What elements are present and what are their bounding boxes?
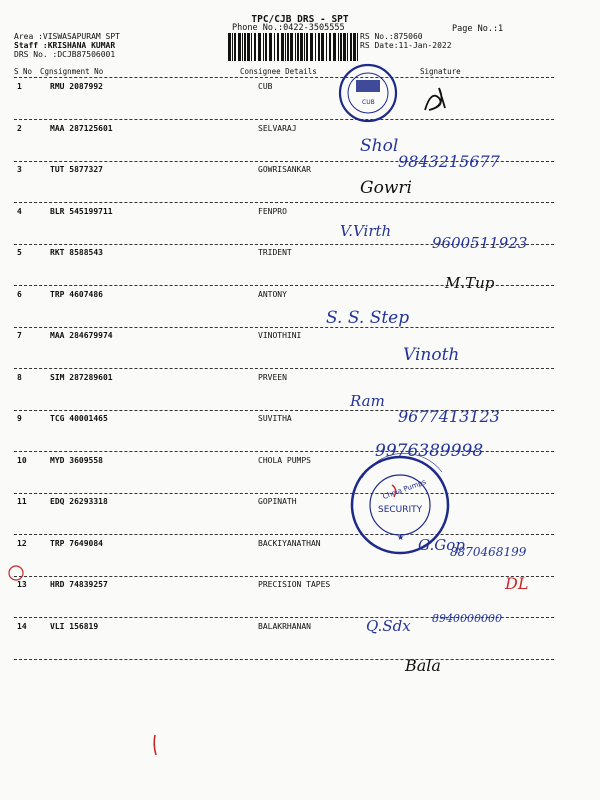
- barcode-bar: [295, 33, 296, 61]
- barcode-bar: [347, 33, 348, 61]
- consignment-number: TRP 7649084: [50, 538, 103, 548]
- consignment-number: VLI 156819: [50, 621, 99, 631]
- row-divider: [14, 202, 554, 203]
- barcode-bar: [306, 33, 308, 61]
- consignment-number: MYD 3609558: [50, 455, 103, 465]
- row-sno: 5: [17, 248, 22, 257]
- consignment-number: RKT 8588543: [50, 248, 103, 257]
- table-row: [0, 373, 600, 413]
- col-signature: Signature: [420, 67, 461, 76]
- row-sno: 11: [17, 497, 27, 506]
- barcode-bar: [318, 33, 320, 61]
- barcode-bar: [247, 33, 250, 61]
- sheet-title: TPC/CJB DRS - SPT: [251, 14, 349, 25]
- barcode-bar: [357, 33, 358, 61]
- consignment-number: SIM 287289601: [50, 372, 113, 382]
- barcode-bar: [228, 33, 231, 61]
- signature-5: M.Tup: [445, 274, 495, 292]
- signature-6: S. S. Step: [326, 308, 410, 328]
- barcode-bar: [343, 33, 346, 61]
- staff-label: Staff :KRISHANA KUMAR: [14, 41, 116, 50]
- barcode-bar: [287, 33, 289, 61]
- row-divider: [14, 119, 554, 120]
- signature-13: Q.Sdx: [366, 617, 411, 635]
- row-sno: 12: [17, 538, 27, 548]
- row-sno: 2: [17, 123, 22, 133]
- barcode-bar: [244, 33, 246, 61]
- phone-13: 8940000000: [432, 612, 502, 625]
- svg-text:★: ★: [397, 533, 405, 542]
- consignment-number: MAA 287125601: [50, 123, 113, 133]
- rs-date: RS Date:11-Jan-2022: [360, 41, 452, 50]
- consignment-number: MAA 284679974: [50, 331, 113, 340]
- barcode: [228, 33, 358, 61]
- consignee-name: GOPINATH: [258, 497, 297, 506]
- consignee-name: BACKIYANATHAN: [258, 538, 321, 548]
- barcode-bar: [232, 33, 233, 61]
- col-consignee: Consignee Details: [240, 67, 317, 76]
- consignment-number: BLR 545199711: [50, 206, 113, 216]
- barcode-bar: [315, 33, 316, 61]
- svg-text:SECURITY: SECURITY: [378, 505, 423, 515]
- row-sno: 9: [17, 414, 22, 423]
- barcode-bar: [234, 33, 236, 61]
- svg-text:CUB: CUB: [362, 99, 375, 106]
- consignee-name: CHOLA PUMPS: [258, 455, 311, 465]
- phone-11: 8870468199: [450, 545, 527, 559]
- rs-number: RS No.:875060: [360, 32, 423, 41]
- signature-3: Gowri: [360, 178, 412, 198]
- row-sno: 4: [17, 206, 22, 216]
- table-row: [0, 165, 600, 205]
- row-divider: [14, 576, 554, 577]
- area-label: Area :VISWASAPURAM SPT: [14, 32, 120, 41]
- table-row: [0, 331, 600, 371]
- barcode-bar: [281, 33, 284, 61]
- barcode-bar: [254, 33, 256, 61]
- consignment-number: TRP 4607486: [50, 289, 103, 299]
- barcode-bar: [300, 33, 303, 61]
- consignee-name: PRVEEN: [258, 372, 287, 382]
- consignee-name: BALAKRHANAN: [258, 621, 311, 631]
- signature-8: Ram: [350, 392, 385, 410]
- consignment-number: RMU 2087992: [50, 82, 103, 91]
- consignee-name: SUVITHA: [258, 414, 292, 423]
- row-sno: 7: [17, 331, 22, 340]
- barcode-bar: [329, 33, 331, 61]
- barcode-bar: [304, 33, 305, 61]
- signature-7: Vinoth: [403, 345, 460, 365]
- table-row: [0, 82, 600, 122]
- phone-9: 9976389998: [375, 441, 484, 461]
- table-row: [0, 456, 600, 496]
- phone-number: Phone No.:0422-3505555: [232, 23, 345, 33]
- barcode-bar: [251, 33, 252, 61]
- barcode-bar: [353, 33, 356, 61]
- barcode-bar: [326, 33, 327, 61]
- consignee-name: SELVARAJ: [258, 123, 297, 133]
- header-rule: [14, 77, 554, 78]
- barcode-bar: [338, 33, 339, 61]
- barcode-bar: [297, 33, 299, 61]
- row-divider: [14, 493, 554, 494]
- consignment-number: TUT 5877327: [50, 165, 103, 174]
- barcode-bar: [321, 33, 324, 61]
- col-sno: S No: [14, 67, 33, 76]
- table-row: [0, 622, 600, 662]
- row-sno: 6: [17, 289, 22, 299]
- consignee-name: CUB: [258, 82, 273, 91]
- row-divider: [14, 327, 554, 328]
- consignment-number: HRD 74839257: [50, 580, 108, 589]
- row-sno: 1: [17, 82, 22, 91]
- table-row: [0, 497, 600, 537]
- table-row: [0, 248, 600, 288]
- table-row: [0, 124, 600, 164]
- phone-8: 9677413123: [398, 407, 500, 426]
- row-divider: [14, 368, 554, 369]
- row-sno: 13: [17, 580, 27, 589]
- row-sno: 14: [17, 621, 27, 631]
- barcode-bar: [290, 33, 293, 61]
- consignee-name: GOWRISANKAR: [258, 165, 311, 174]
- consignment-number: TCG 40001465: [50, 414, 108, 423]
- signature-14: Bala: [405, 656, 441, 675]
- row-sno: 8: [17, 372, 22, 382]
- consignment-number: EDQ 26293318: [50, 497, 108, 506]
- signature-4: V.Virth: [340, 222, 392, 240]
- row-divider: [14, 659, 554, 660]
- consignee-name: PRECISION TAPES: [258, 580, 331, 589]
- page-number: Page No.:1: [452, 24, 504, 34]
- row-sno: 10: [17, 455, 27, 465]
- barcode-bar: [258, 33, 261, 61]
- barcode-bar: [333, 33, 336, 61]
- signature-12: DL: [505, 574, 529, 593]
- table-row: [0, 290, 600, 330]
- phone-4: 9600511923: [432, 234, 528, 252]
- row-sno: 3: [17, 165, 22, 174]
- row-divider: [14, 534, 554, 535]
- barcode-bar: [285, 33, 286, 61]
- barcode-bar: [340, 33, 342, 61]
- barcode-bar: [274, 33, 275, 61]
- barcode-bar: [263, 33, 264, 61]
- barcode-bar: [238, 33, 241, 61]
- consignee-name: VINOTHINI: [258, 331, 302, 340]
- barcode-bar: [310, 33, 313, 61]
- svg-text:Chola Pumps: Chola Pumps: [381, 477, 428, 501]
- col-consignment: Cgnsignment No: [40, 67, 104, 76]
- drs-number: DRS No. :DCJB87506001: [14, 50, 116, 59]
- barcode-bar: [242, 33, 243, 61]
- barcode-bar: [265, 33, 267, 61]
- consignee-name: FENPRO: [258, 206, 287, 216]
- table-row: [0, 414, 600, 454]
- barcode-bar: [277, 33, 279, 61]
- consignee-name: ANTONY: [258, 289, 287, 299]
- signature-11: G.Gop: [418, 536, 465, 554]
- barcode-bar: [269, 33, 272, 61]
- phone-2: 9843215677: [398, 152, 500, 171]
- signature-2: Shol: [360, 136, 399, 156]
- consignee-name: TRIDENT: [258, 248, 292, 257]
- barcode-bar: [350, 33, 352, 61]
